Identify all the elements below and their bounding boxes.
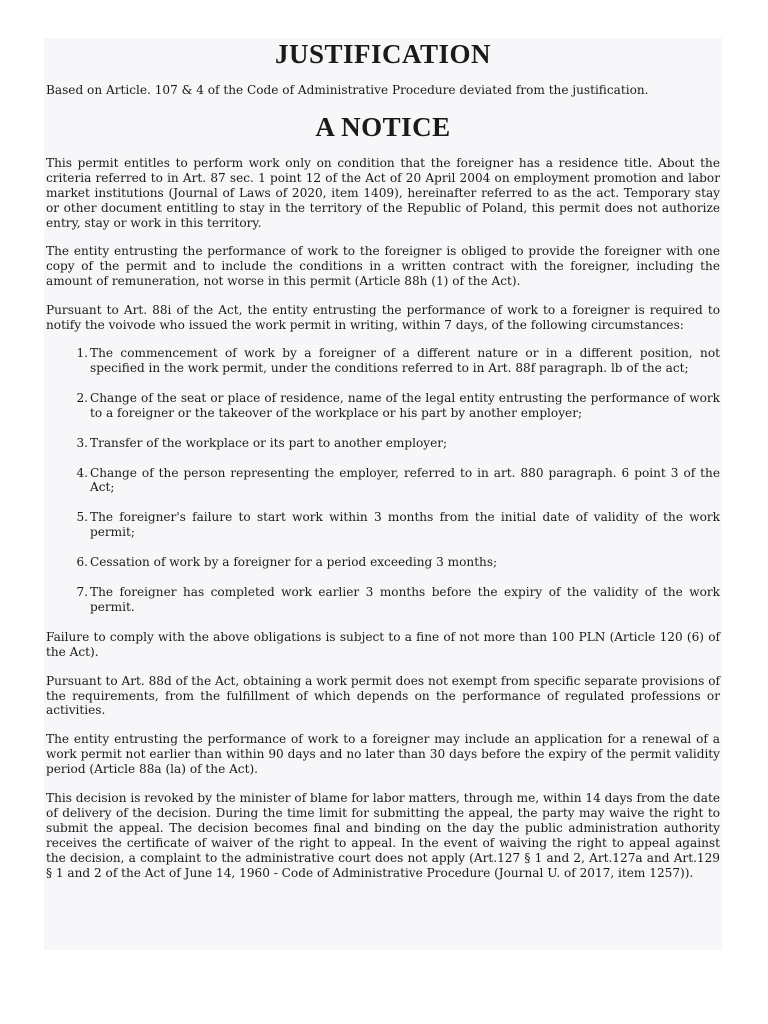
list-item-text: Change of the seat or place of residence, name of the legal entity entrusting the performance of work to a foreigner or the takeover of the workplace or his part by another employer; <box>90 390 720 420</box>
notice-paragraph-appeal: This decision is revoked by the minister of blame for labor matters, through me, within 14 days from the date of delivery of the decision. During the time limit for submitting the appeal, the party may waive the right to submit the appeal. The decision becomes final and binding on the day the public administration authority receives the certificate of waiver of the right to appeal. In the event of waiving the right to appeal against the decision, a complaint to the administrative court does not apply (Art.127 § 1 and 2, Art.127a and Art.129 § 1 and 2 of the Act of June 14, 1960 - Code of Administrative Procedure (Journal U. of 2017, item 1257)). <box>46 791 720 880</box>
list-item-text: The foreigner's failure to start work within 3 months from the initial date of validity of the work permit; <box>90 510 720 540</box>
list-item <box>46 346 720 376</box>
list-item <box>46 466 720 496</box>
notice-paragraph-notify: Pursuant to Art. 88i of the Act, the entity entrusting the performance of work to a foreigner is required to notify the voivode who issued the work permit in writing, within 7 days, of the following circumstances: <box>46 303 720 333</box>
notice-paragraph-fine: Failure to comply with the above obligations is subject to a fine of not more than 100 PLN (Article 120 (6) of the Act). <box>46 629 720 659</box>
list-item-number: 3. <box>76 435 88 450</box>
justification-title: JUSTIFICATION <box>274 39 492 69</box>
list-item <box>46 585 720 615</box>
list-item-text: Transfer of the workplace or its part to another employer; <box>90 435 448 450</box>
list-item-text: Cessation of work by a foreigner for a period exceeding 3 months; <box>90 555 498 570</box>
document-page <box>44 38 722 950</box>
list-item-number: 4. <box>76 465 88 480</box>
list-item-number: 6. <box>76 555 88 570</box>
list-item <box>46 510 720 540</box>
list-item-number: 5. <box>76 510 88 525</box>
list-item <box>46 391 720 421</box>
list-item-text: Change of the person representing the employer, referred to in art. 880 paragraph. 6 point 3 of the Act; <box>90 465 720 495</box>
notice-paragraph-residence: This permit entitles to perform work only on condition that the foreigner has a residence title. About the criteria referred to in Art. 87 sec. 1 point 12 of the Act of 20 April 2004 on employment promotion and labor market institutions (Journal of Laws of 2020, item 1409), hereinafter referred to as the act. Temporary stay or other document entitling to stay in the territory of the Republic of Poland, this permit does not authorize entry, stay or work in this territory. <box>46 155 720 230</box>
list-item-number: 2. <box>76 390 88 405</box>
notice-paragraph-regulated-professions: Pursuant to Art. 88d of the Act, obtaining a work permit does not exempt from specific separate provisions of the requirements, from the fulfillment of which depends on the performance of regulated professions or activities. <box>46 673 720 718</box>
circumstances-list <box>46 346 720 615</box>
notice-title: A NOTICE <box>315 111 451 142</box>
list-item <box>46 555 720 570</box>
list-item-text: The foreigner has completed work earlier 3 months before the expiry of the validity of the work permit. <box>90 585 720 614</box>
list-item-number: 7. <box>76 585 88 600</box>
list-item <box>46 436 720 451</box>
notice-paragraph-obligation: The entity entrusting the performance of work to the foreigner is obliged to provide the foreigner with one copy of the permit and to include the conditions in a written contract with the foreigner, including the amount of remuneration, not worse in this permit (Article 88h (1) of the Act). <box>46 244 720 289</box>
list-item-text: The commencement of work by a foreigner of a different nature or in a different position, not specified in the work permit, under the conditions referred to in Art. 88f paragraph. lb of the act; <box>90 345 720 375</box>
legal-basis-text: Based on Article. 107 & 4 of the Code of Administrative Procedure deviated from the justification. <box>46 83 649 97</box>
notice-paragraph-renewal: The entity entrusting the performance of work to a foreigner may include an application for a renewal of a work permit not earlier than within 90 days and no later than 30 days before the expiry of the permit validity period (Article 88a (la) of the Act). <box>46 732 720 777</box>
list-item-number: 1. <box>76 345 88 360</box>
